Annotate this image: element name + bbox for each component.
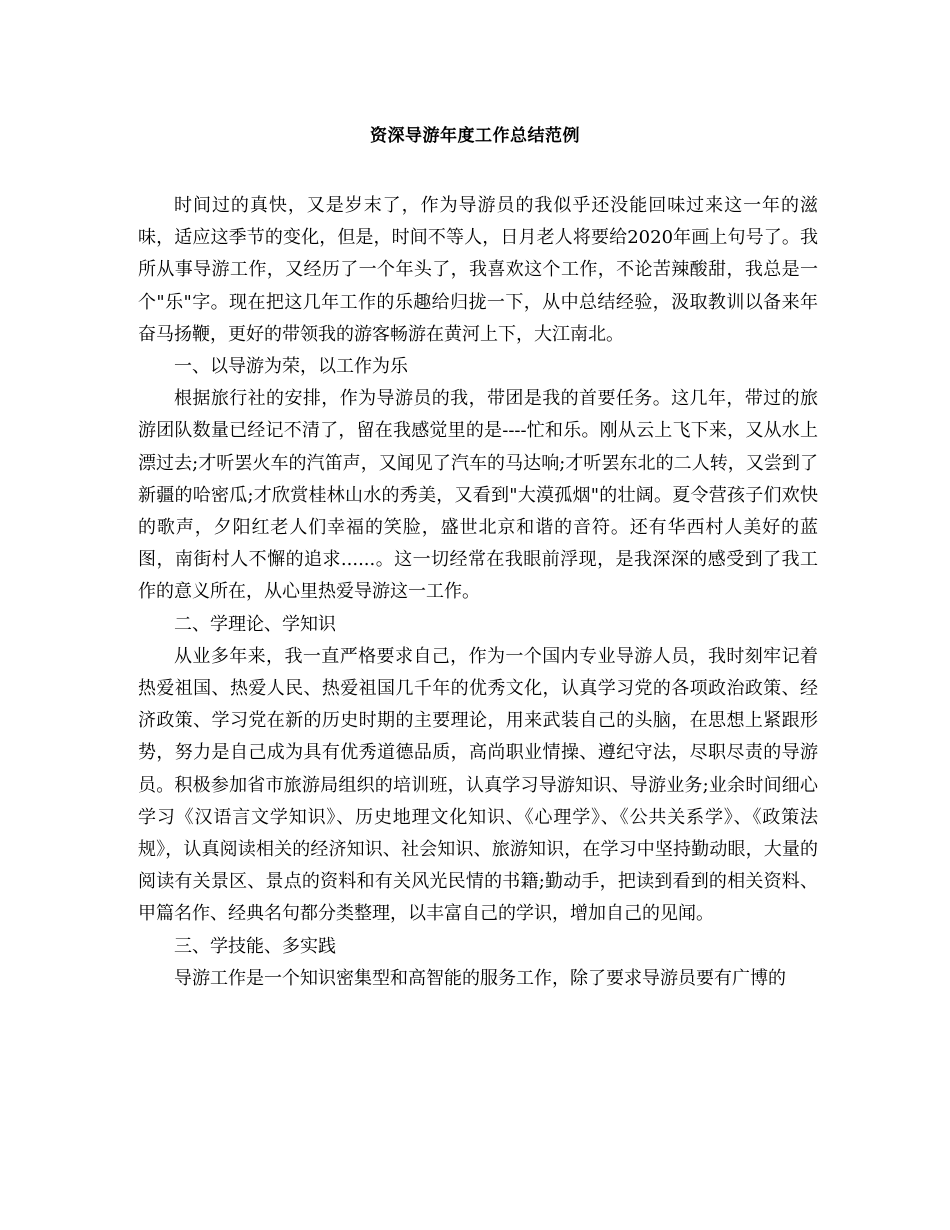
- document-body: [138, 190, 818, 995]
- paragraph-section-2: 从业多年来，我一直严格要求自己，作为一个国内专业导游人员，我时刻牢记着热爱祖国、热爱人民、热爱祖国几千年的优秀文化，认真学习党的各项政治政策、经济政策、学习党在新的历史时期的主要理论，用来武装自己的头脑，在思想上紧跟形势，努力是自己成为具有优秀道德品质，高尚职业情操、遵纪守法，尽职尽责的导游员。积极参加省市旅游局组织的培训班，认真学习导游知识、导游业务;业余时间细心学习《汉语言文学知识》、历史地理文化知识、《心理学》、《公共关系学》、《政策法规》，认真阅读相关的经济知识、社会知识、旅游知识，在学习中坚持勤动眼，大量的阅读有关景区、景点的资料和有关风光民情的书籍;勤动手，把读到看到的相关资料、甲篇名作、经典名句都分类整理，以丰富自己的学识，增加自己的见闻。: [138, 645, 818, 925]
- document-title: 资深导游年度工作总结范例: [370, 126, 580, 146]
- section-heading-3: 三、学技能、多实践: [174, 935, 336, 957]
- paragraph-section-1: 根据旅行社的安排，作为导游员的我，带团是我的首要任务。这几年，带过的旅游团队数量已经记不清了，留在我感觉里的是----忙和乐。刚从云上飞下来，又从水上漂过去;才听罢火车的汽笛声，又闻见了汽车的马达响;才听罢东北的二人转，又尝到了新疆的哈密瓜;才欣赏桂林山水的秀美，又看到"大漠孤烟"的壮阔。夏令营孩子们欢快的歌声，夕阳红老人们幸福的笑脸，盛世北京和谐的音符。还有华西村人美好的蓝图，南街村人不懈的追求......。这一切经常在我眼前浮现，是我深深的感受到了我工作的意义所在，从心里热爱导游这一工作。: [138, 388, 818, 603]
- section-heading-2: 二、学理论、学知识: [174, 613, 336, 635]
- section-heading-1: 一、以导游为荣，以工作为乐: [174, 356, 408, 378]
- paragraph-intro: 时间过的真快，又是岁末了，作为导游员的我似乎还没能回味过来这一年的滋味，适应这季节的变化，但是，时间不等人，日月老人将要给2020年画上句号了。我所从事导游工作，又经历了一个年头了，我喜欢这个工作，不论苦辣酸甜，我总是一个"乐"字。现在把这几年工作的乐趣给归拢一下，从中总结经验，汲取教训以备来年奋马扬鞭，更好的带领我的游客畅游在黄河上下，大江南北。: [138, 195, 818, 345]
- paragraph-section-3: 导游工作是一个知识密集型和高智能的服务工作，除了要求导游员要有广博的: [174, 967, 786, 989]
